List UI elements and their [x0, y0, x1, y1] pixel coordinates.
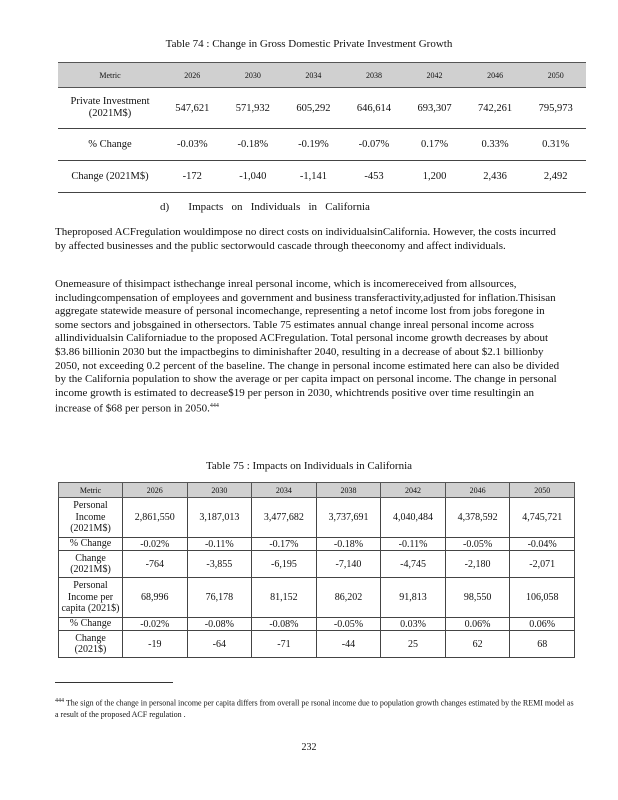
table-cell: 0.03% — [381, 618, 446, 631]
table-cell: 605,292 — [283, 88, 344, 129]
table-cell: -19 — [123, 631, 188, 658]
table-cell: 795,973 — [525, 88, 586, 129]
table-cell: 68,996 — [123, 578, 188, 618]
row-label: % Change — [58, 129, 162, 161]
table-header-row — [58, 63, 586, 88]
table-row — [59, 631, 575, 658]
table-cell: 571,932 — [223, 88, 284, 129]
table-cell: 1,200 — [404, 161, 465, 193]
table-cell: 3,737,691 — [316, 498, 381, 538]
table-cell: 4,378,592 — [445, 498, 510, 538]
table-cell: -1,040 — [223, 161, 284, 193]
table-cell: 68 — [510, 631, 575, 658]
table-row — [59, 538, 575, 551]
table-cell: 3,477,682 — [252, 498, 317, 538]
table-row — [59, 498, 575, 538]
table-cell: -0.19% — [283, 129, 344, 161]
column-header: 2046 — [465, 63, 526, 88]
table-cell: -64 — [187, 631, 252, 658]
column-header: 2038 — [344, 63, 405, 88]
body-paragraph — [55, 278, 565, 417]
table-cell: -0.05% — [316, 618, 381, 631]
table-75-caption: Table 75 : Impacts on Individuals in California — [205, 460, 413, 472]
footnote-text: The sign of the change in personal income per capita differs from overall pe rsonal income due to population growth changes estimated by the REMI model as a result of the proposed ACF regulation . — [55, 698, 574, 719]
table-row — [58, 129, 586, 161]
table-row — [59, 618, 575, 631]
table-cell: -764 — [123, 551, 188, 578]
table-cell: 693,307 — [404, 88, 465, 129]
table-cell: 4,745,721 — [510, 498, 575, 538]
table-cell: -172 — [162, 161, 223, 193]
table-cell: 81,152 — [252, 578, 317, 618]
table-cell: 0.33% — [465, 129, 526, 161]
row-label: Change (2021M$) — [58, 161, 162, 193]
table-cell: -0.07% — [344, 129, 405, 161]
column-header: 2050 — [525, 63, 586, 88]
footnote-divider — [55, 682, 173, 683]
table-cell: -7,140 — [316, 551, 381, 578]
table-cell: -0.05% — [445, 538, 510, 551]
table-cell: -0.08% — [252, 618, 317, 631]
table-cell: 98,550 — [445, 578, 510, 618]
row-label: Change (2021$) — [59, 631, 123, 658]
table-cell: 2,436 — [465, 161, 526, 193]
table-cell: -3,855 — [187, 551, 252, 578]
table-cell: 76,178 — [187, 578, 252, 618]
table-cell: 0.06% — [445, 618, 510, 631]
row-label: % Change — [59, 538, 123, 551]
table-cell: -0.08% — [187, 618, 252, 631]
table-cell: 742,261 — [465, 88, 526, 129]
table-74-caption: Table 74 : Change in Gross Domestic Private Investment Growth — [165, 38, 453, 50]
table-cell: -0.18% — [316, 538, 381, 551]
column-header: 2038 — [316, 483, 381, 498]
table-cell: -0.11% — [187, 538, 252, 551]
table-cell: 2,492 — [525, 161, 586, 193]
table-cell: -0.03% — [162, 129, 223, 161]
column-header: Metric — [58, 63, 162, 88]
table-row — [59, 578, 575, 618]
table-cell: -1,141 — [283, 161, 344, 193]
table-cell: 2,861,550 — [123, 498, 188, 538]
body-paragraph — [55, 226, 565, 253]
column-header: 2042 — [381, 483, 446, 498]
column-header: 2050 — [510, 483, 575, 498]
table-cell: -0.11% — [381, 538, 446, 551]
table-cell: 0.17% — [404, 129, 465, 161]
table-cell: 25 — [381, 631, 446, 658]
table-cell: -0.18% — [223, 129, 284, 161]
table-cell: -6,195 — [252, 551, 317, 578]
table-cell: 106,058 — [510, 578, 575, 618]
paragraph-text: Theproposed ACFregulation wouldimpose no direct costs on individualsinCalifornia. However, the costs incurred by affected businesses and the public sectorwould cascade through theeconomy and affect individuals. — [55, 226, 556, 252]
table-cell: -0.02% — [123, 538, 188, 551]
table-row — [58, 161, 586, 193]
table-cell: -44 — [316, 631, 381, 658]
table-cell: -0.17% — [252, 538, 317, 551]
table-cell: -0.02% — [123, 618, 188, 631]
row-label: % Change — [59, 618, 123, 631]
section-heading: d) Impacts on Individuals in California — [160, 201, 370, 213]
table-cell: -71 — [252, 631, 317, 658]
table-cell: -4,745 — [381, 551, 446, 578]
table-cell: 0.31% — [525, 129, 586, 161]
table-75 — [58, 482, 575, 658]
column-header: 2026 — [162, 63, 223, 88]
row-label: Personal Income (2021M$) — [59, 498, 123, 538]
column-header: 2046 — [445, 483, 510, 498]
table-cell: -0.04% — [510, 538, 575, 551]
column-header: 2026 — [123, 483, 188, 498]
page-number: 232 — [301, 742, 317, 753]
table-cell: -2,071 — [510, 551, 575, 578]
table-row — [58, 88, 586, 129]
column-header: 2030 — [187, 483, 252, 498]
column-header: 2030 — [223, 63, 284, 88]
column-header: 2042 — [404, 63, 465, 88]
column-header: 2034 — [252, 483, 317, 498]
footnote-marker: 444 — [55, 698, 64, 704]
table-cell: 4,040,484 — [381, 498, 446, 538]
row-label: Private Investment (2021M$) — [58, 88, 162, 129]
footnote-reference[interactable]: 444 — [209, 403, 219, 410]
table-cell: 91,813 — [381, 578, 446, 618]
column-header: 2034 — [283, 63, 344, 88]
footnote — [55, 696, 575, 720]
table-cell: 646,614 — [344, 88, 405, 129]
row-label: Personal Income per capita (2021$) — [59, 578, 123, 618]
table-cell: 86,202 — [316, 578, 381, 618]
table-cell: 547,621 — [162, 88, 223, 129]
table-row — [59, 551, 575, 578]
table-cell: 62 — [445, 631, 510, 658]
table-cell: 0.06% — [510, 618, 575, 631]
table-74 — [58, 62, 586, 193]
table-header-row — [59, 483, 575, 498]
paragraph-text: Onemeasure of thisimpact isthechange inreal personal income, which is incomereceived from allsources, includingcompensation of employees and government and business transferactivity,adjusted for inflation.Thisisan aggregate statewide measure of personal incomechange, representing a netof income lost from jobs foregone in some sectors and jobsgained in othersectors. Table 75 estimates annual change inreal personal income across allindividualsin Californiadue to the proposed ACFregulation. Total personal income growth decreases by about $3.86 billionin 2030 but the impactbegins to diminishafter 2040, resulting in a decrease of about $2.1 billionby 2050, not exceeding 0.2 percent of the baseline. The change in personal income estimated here can also be divided by the California population to show the average or per capita impact on personal income. The change in personal income growth is estimated to decrease$19 per person in 2030, whichtrends positive over time resultingin an increase of $68 per person in 2050. — [55, 278, 560, 415]
table-cell: -453 — [344, 161, 405, 193]
table-cell: 3,187,013 — [187, 498, 252, 538]
row-label: Change (2021M$) — [59, 551, 123, 578]
column-header: Metric — [59, 483, 123, 498]
table-cell: -2,180 — [445, 551, 510, 578]
